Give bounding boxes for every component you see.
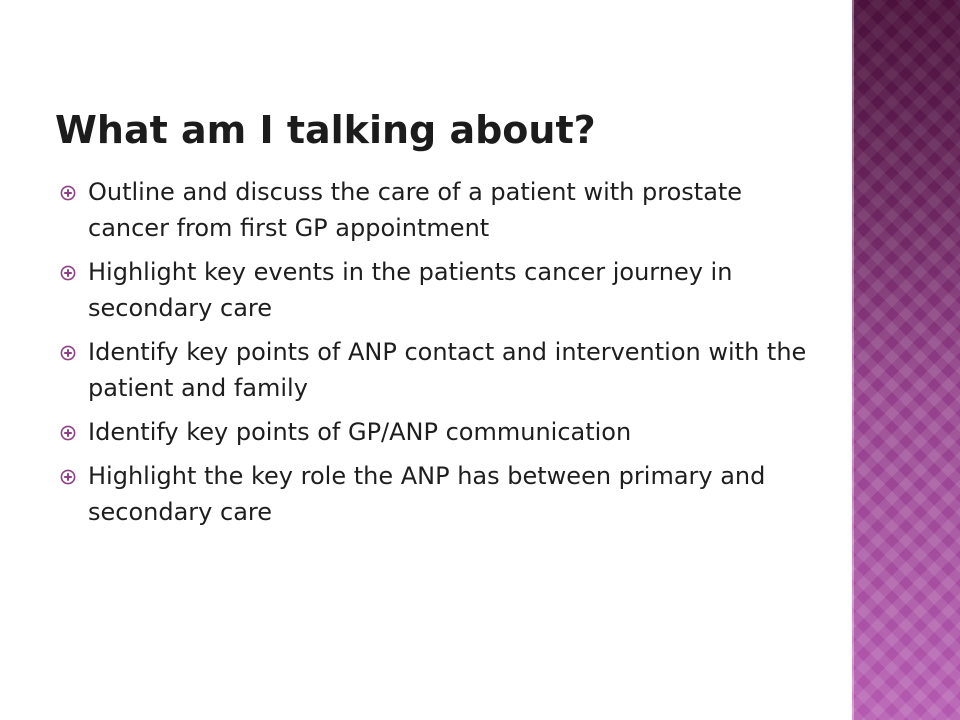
circled-plus-icon <box>60 265 76 281</box>
bullet-text: Identify key points of GP/ANP communication <box>88 418 632 446</box>
bullet-text: Highlight the key role the ANP has between primary and secondary care <box>88 462 766 526</box>
list-item <box>60 254 820 326</box>
bullet-list <box>60 174 820 538</box>
bullet-text: Identify key points of ANP contact and intervention with the patient and family <box>88 338 807 402</box>
bullet-text: Outline and discuss the care of a patient with prostate cancer from first GP appointment <box>88 178 743 242</box>
circled-plus-icon <box>60 345 76 361</box>
slide-title: What am I talking about? <box>55 108 596 152</box>
list-item <box>60 174 820 246</box>
circled-plus-icon <box>60 185 76 201</box>
list-item <box>60 458 820 530</box>
list-item <box>60 334 820 406</box>
bullet-text: Highlight key events in the patients cancer journey in secondary care <box>88 258 733 322</box>
list-item <box>60 414 820 450</box>
decorative-side-band <box>852 0 960 720</box>
circled-plus-icon <box>60 469 76 485</box>
circled-plus-icon <box>60 425 76 441</box>
